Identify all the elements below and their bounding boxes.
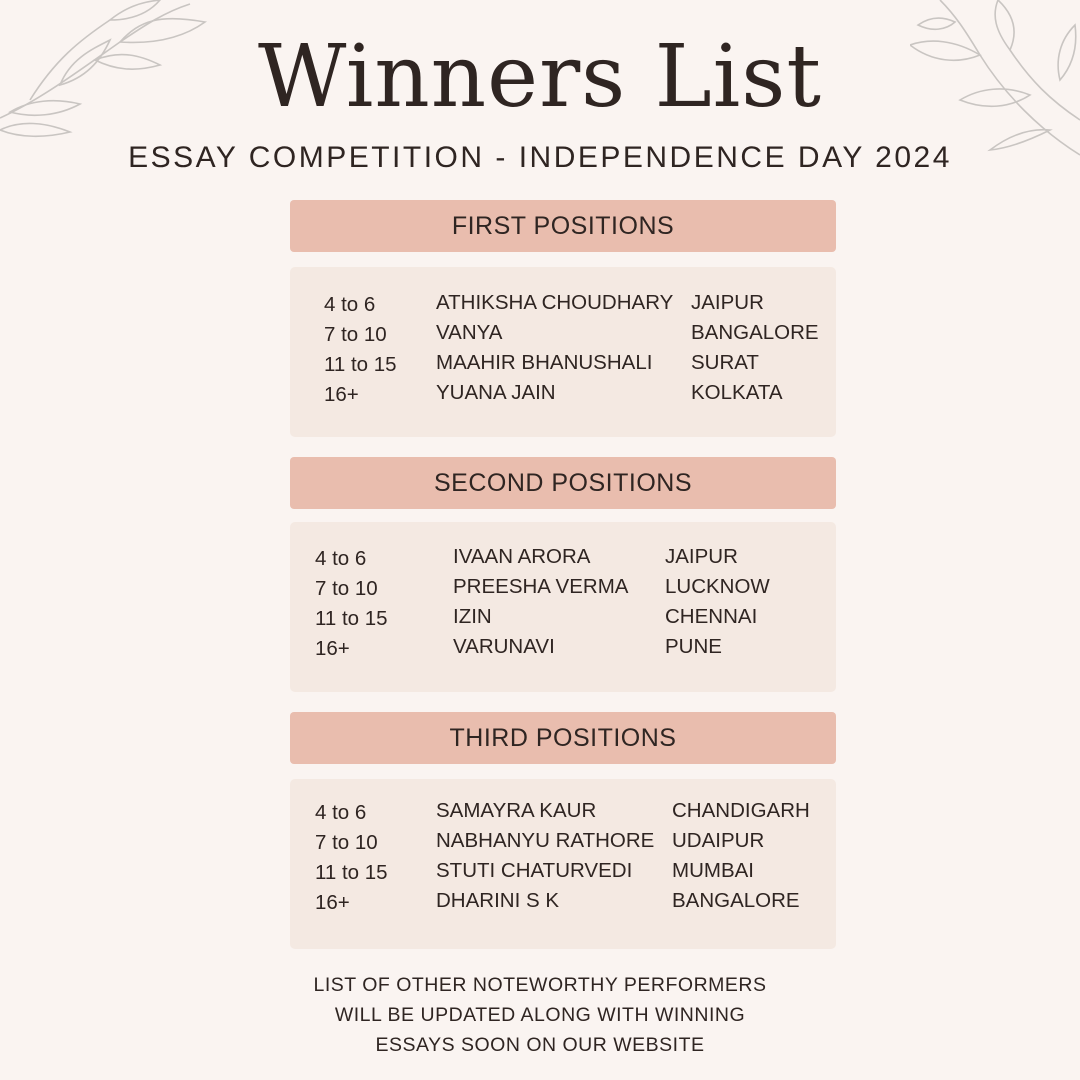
second-row-3 bbox=[290, 602, 836, 632]
winner-city: JAIPUR bbox=[665, 545, 738, 568]
winner-city: UDAIPUR bbox=[672, 829, 765, 852]
footer-note bbox=[0, 970, 1080, 1060]
second-positions-heading: SECOND POSITIONS bbox=[290, 457, 836, 509]
third-row-2 bbox=[290, 826, 836, 856]
winner-name: MAAHIR BHANUSHALI bbox=[436, 351, 653, 374]
first-row-2 bbox=[290, 318, 836, 348]
age-group: 4 to 6 bbox=[315, 547, 367, 570]
age-group: 11 to 15 bbox=[324, 353, 397, 376]
age-group: 16+ bbox=[315, 637, 350, 660]
age-group: 4 to 6 bbox=[315, 801, 367, 824]
winner-name: PREESHA VERMA bbox=[453, 575, 629, 598]
winner-city: JAIPUR bbox=[691, 291, 764, 314]
winner-city: SURAT bbox=[691, 351, 759, 374]
first-row-4 bbox=[290, 378, 836, 408]
winner-name: ATHIKSHA CHOUDHARY bbox=[436, 291, 674, 314]
winner-city: CHENNAI bbox=[665, 605, 758, 628]
winner-city: BANGALORE bbox=[672, 889, 800, 912]
age-group: 16+ bbox=[324, 383, 359, 406]
third-row-3 bbox=[290, 856, 836, 886]
winner-city: MUMBAI bbox=[672, 859, 754, 882]
winner-city: CHANDIGARH bbox=[672, 799, 810, 822]
winner-city: BANGALORE bbox=[691, 321, 819, 344]
third-row-4 bbox=[290, 886, 836, 916]
footer-line-3: ESSAYS SOON ON OUR WEBSITE bbox=[375, 1034, 705, 1056]
winner-name: IVAAN ARORA bbox=[453, 545, 591, 568]
age-group: 4 to 6 bbox=[324, 293, 376, 316]
footer-line-1: LIST OF OTHER NOTEWORTHY PERFORMERS bbox=[313, 974, 767, 996]
winner-name: SAMAYRA KAUR bbox=[436, 799, 597, 822]
winner-name: NABHANYU RATHORE bbox=[436, 829, 655, 852]
second-positions-panel bbox=[290, 522, 836, 692]
winner-city: PUNE bbox=[665, 635, 722, 658]
footer-line-2: WILL BE UPDATED ALONG WITH WINNING bbox=[334, 1004, 746, 1026]
age-group: 11 to 15 bbox=[315, 607, 388, 630]
third-row-1 bbox=[290, 796, 836, 826]
winner-name: DHARINI S K bbox=[436, 889, 560, 912]
first-positions-heading: FIRST POSITIONS bbox=[290, 200, 836, 252]
winner-name: IZIN bbox=[453, 605, 492, 628]
second-row-2 bbox=[290, 572, 836, 602]
winner-name: VANYA bbox=[436, 321, 503, 344]
first-positions-panel bbox=[290, 267, 836, 437]
age-group: 11 to 15 bbox=[315, 861, 388, 884]
second-row-4 bbox=[290, 632, 836, 662]
winner-city: LUCKNOW bbox=[665, 575, 770, 598]
winner-name: VARUNAVI bbox=[453, 635, 555, 658]
age-group: 7 to 10 bbox=[315, 577, 378, 600]
winner-city: KOLKATA bbox=[691, 381, 783, 404]
winner-name: STUTI CHATURVEDI bbox=[436, 859, 633, 882]
third-positions-heading: THIRD POSITIONS bbox=[290, 712, 836, 764]
age-group: 16+ bbox=[315, 891, 350, 914]
winner-name: YUANA JAIN bbox=[436, 381, 556, 404]
page-title: Winners List bbox=[258, 27, 822, 127]
first-row-1 bbox=[290, 288, 836, 318]
first-row-3 bbox=[290, 348, 836, 378]
page-subtitle: ESSAY COMPETITION - INDEPENDENCE DAY 2024 bbox=[128, 141, 952, 174]
second-row-1 bbox=[290, 542, 836, 572]
age-group: 7 to 10 bbox=[324, 323, 387, 346]
third-positions-panel bbox=[290, 779, 836, 949]
age-group: 7 to 10 bbox=[315, 831, 378, 854]
